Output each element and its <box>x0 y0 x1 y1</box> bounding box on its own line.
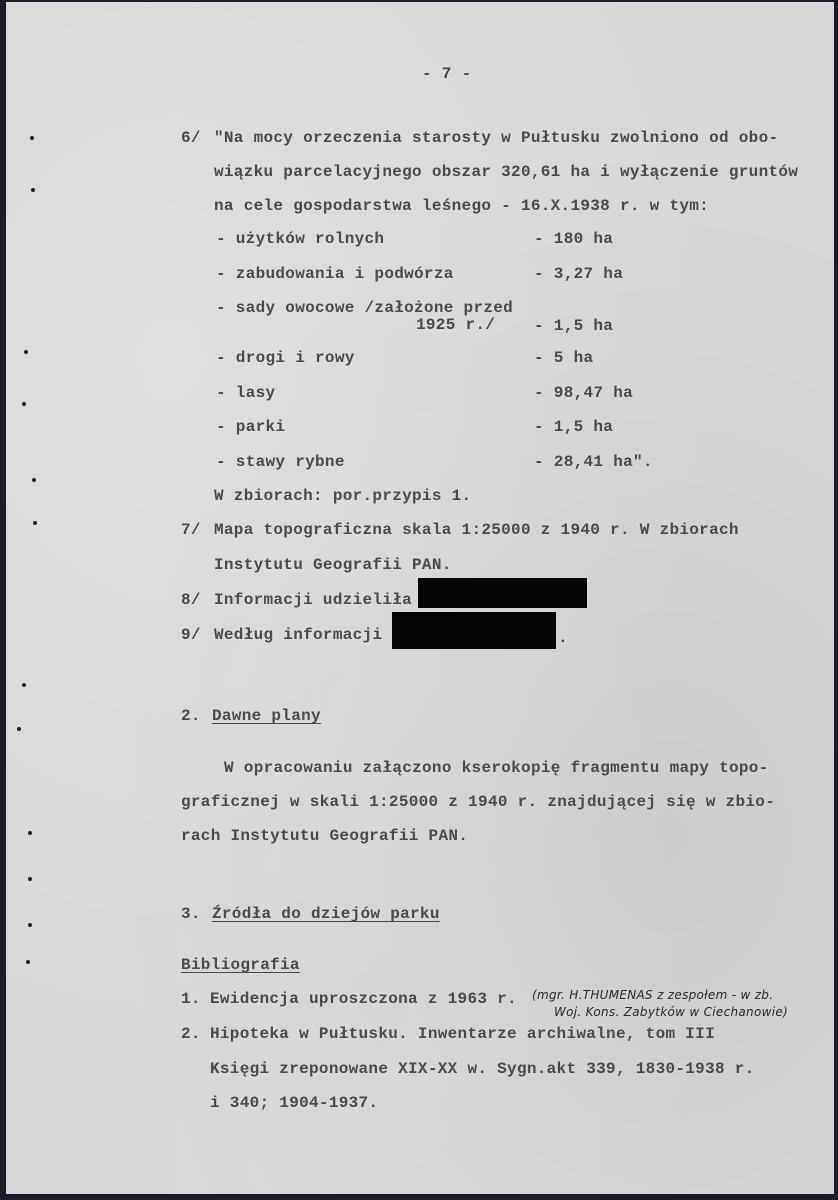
list-item-label-cont: 1925 r./ <box>416 316 496 334</box>
margin-mark <box>33 521 37 525</box>
margin-mark <box>22 402 26 406</box>
paragraph-line: W opracowaniu załączono kserokopię fragmentu mapy topo- <box>224 759 769 777</box>
footnote-number: 6/ <box>181 129 201 147</box>
page-number: - 7 - <box>422 65 472 83</box>
footnote-text: Informacji udzieliła <box>214 591 413 609</box>
list-item-value: - 3,27 ha <box>534 265 624 283</box>
footnote-text-line: Instytutu Geografii PAN. <box>214 556 452 574</box>
handwritten-note: Woj. Kons. Zabytków w Ciechanowie) <box>554 1005 788 1019</box>
margin-mark <box>28 877 32 881</box>
footnote-text-line: na cele gospodarstwa leśnego - 16.X.1938 r. w tym: <box>214 197 710 215</box>
margin-mark <box>24 350 28 354</box>
footnote-number: 9/ <box>181 626 201 644</box>
list-item-value: - 180 ha <box>534 230 614 248</box>
list-item-label: - sady owocowe /założone przed <box>216 299 514 317</box>
footnote-text-line: Mapa topograficzna skala 1:25000 z 1940 r. W zbiorach <box>214 521 739 539</box>
bibliography-entry-line: i 340; 1904-1937. <box>210 1094 379 1112</box>
list-item-value: - 1,5 ha <box>534 317 614 335</box>
bibliography-entry-line: Hipoteka w Pułtusku. Inwentarze archiwalne, tom III <box>210 1025 715 1043</box>
bibliography-number: 1. <box>181 990 201 1008</box>
section-number: 2. <box>181 707 201 725</box>
margin-mark <box>32 478 36 482</box>
redaction-box <box>392 612 556 649</box>
margin-mark <box>30 136 34 140</box>
list-item-value: - 5 ha <box>534 349 594 367</box>
bibliography-entry-line: Księgi zreponowane XIX-XX w. Sygn.akt 339, 1830-1938 r. <box>210 1060 755 1078</box>
footnote-number: 8/ <box>181 591 201 609</box>
footnote-text-line: wiązku parcelacyjnego obszar 320,61 ha i wyłączenie gruntów <box>214 163 799 181</box>
redaction-box <box>418 578 587 608</box>
list-item-label: - parki <box>216 418 286 436</box>
paragraph-line: graficznej w skali 1:25000 z 1940 r. znajdującej się w zbio- <box>181 793 776 811</box>
footnote-number: 7/ <box>181 521 201 539</box>
document-page <box>6 2 834 1194</box>
list-item-label: - lasy <box>216 384 276 402</box>
margin-mark <box>28 831 32 835</box>
handwritten-note: (mgr. H.THUMENAS z zespołem - w zb. <box>532 988 774 1002</box>
section-number: 3. <box>181 905 201 923</box>
margin-mark <box>22 683 26 687</box>
margin-mark <box>17 727 21 731</box>
margin-mark <box>26 960 30 964</box>
list-item-label: - drogi i rowy <box>216 349 355 367</box>
bibliography-number: 2. <box>181 1025 201 1043</box>
list-item-value: - 28,41 ha". <box>534 453 653 471</box>
subheading-bibliography: Bibliografia <box>181 956 300 974</box>
footnote-source: W zbiorach: por.przypis 1. <box>214 487 472 505</box>
list-item-value: - 1,5 ha <box>534 418 614 436</box>
bibliography-entry: Ewidencja uproszczona z 1963 r. <box>210 990 517 1008</box>
margin-mark <box>31 188 35 192</box>
footnote-trailing-punct: . <box>558 629 568 647</box>
list-item-label: - użytków rolnych <box>216 230 385 248</box>
section-heading: Dawne plany <box>212 707 321 725</box>
list-item-label: - zabudowania i podwórza <box>216 265 454 283</box>
margin-mark <box>28 923 32 927</box>
footnote-text-line: "Na mocy orzeczenia starosty w Pułtusku zwolniono od obo- <box>214 129 779 147</box>
section-heading: Źródła do dziejów parku <box>212 905 440 923</box>
paragraph-line: rach Instytutu Geografii PAN. <box>181 827 469 845</box>
list-item-value: - 98,47 ha <box>534 384 634 402</box>
list-item-label: - stawy rybne <box>216 453 345 471</box>
footnote-text: Według informacji <box>214 626 383 644</box>
